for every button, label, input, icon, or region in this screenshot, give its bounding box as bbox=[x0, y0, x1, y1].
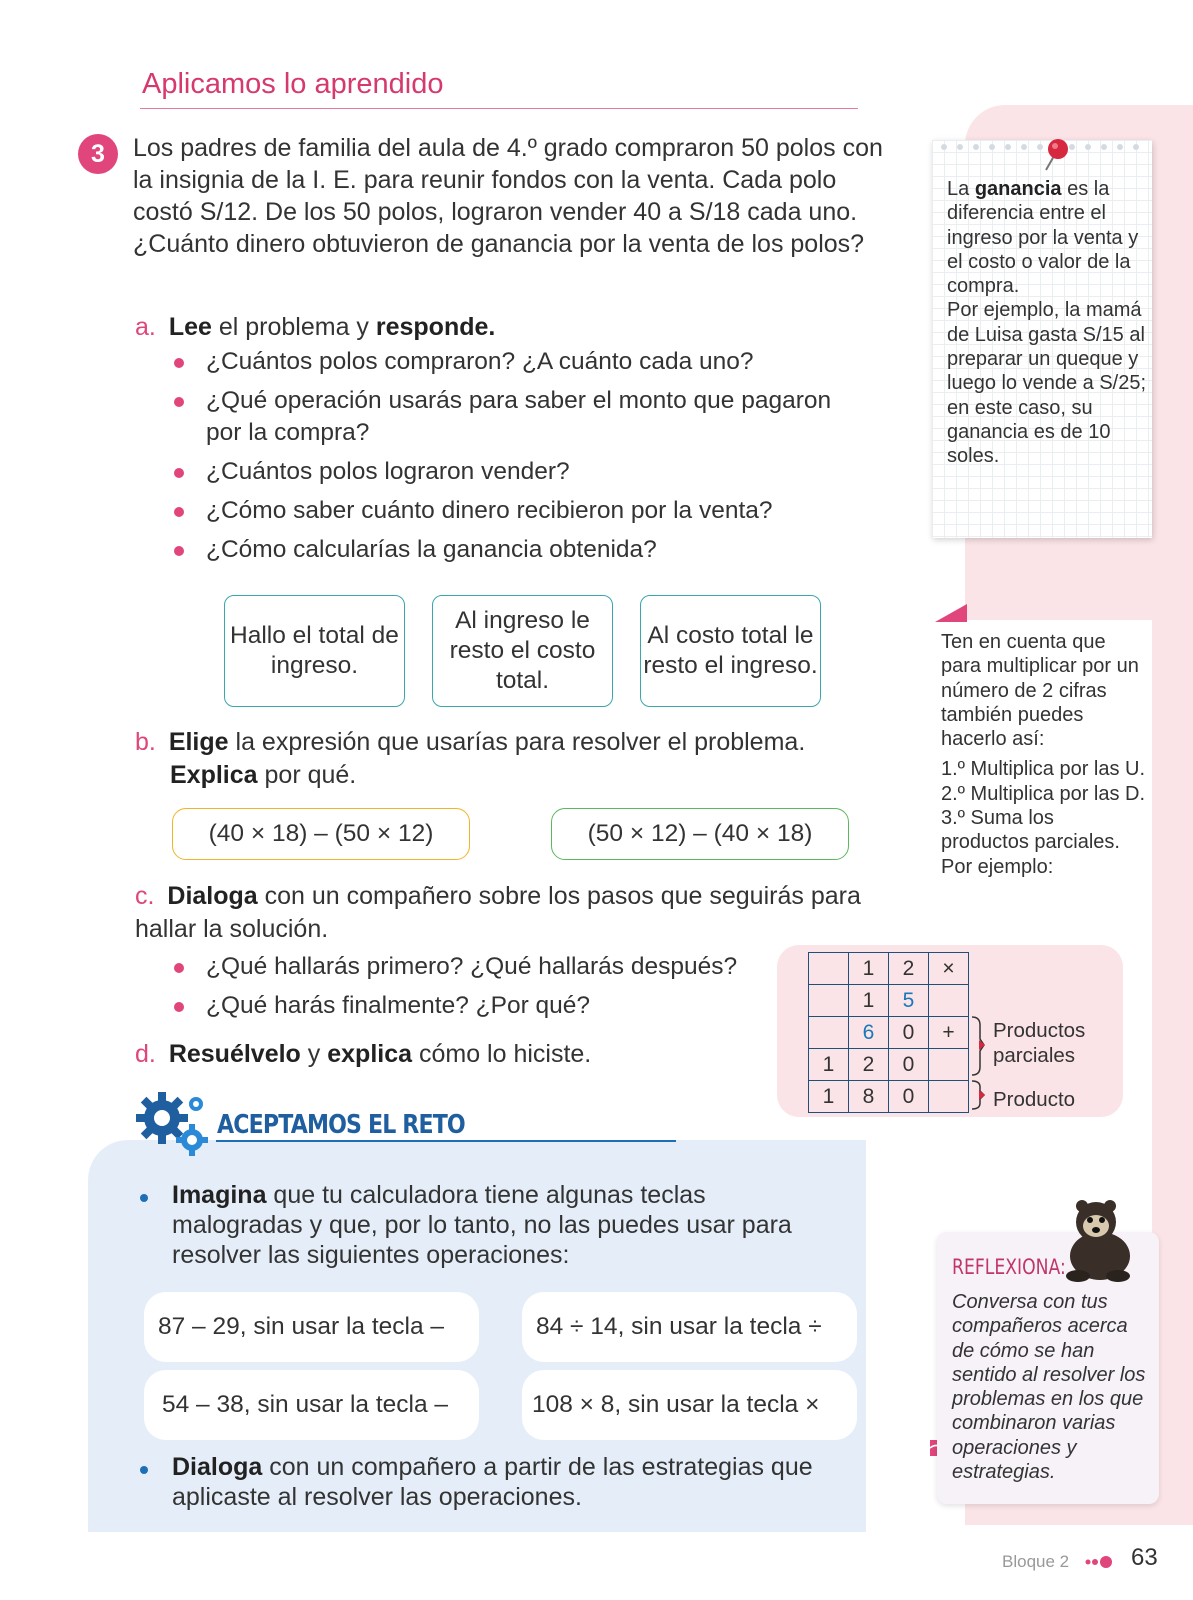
tip-intro: Ten en cuenta que para multiplicar por un número de 2 cifras también puedes hacerlo así: bbox=[941, 631, 1139, 751]
part-b-verb1: Elige bbox=[168, 728, 229, 756]
reflexiona-text: Conversa con tus compañeros acerca de cómo se han sentido al resolver los problemas en los que combinaron varias operaciones y estrategias. bbox=[952, 1291, 1146, 1484]
multiplication-grid bbox=[808, 952, 969, 1113]
reto-title: ACEPTAMOS EL RETO bbox=[217, 1110, 465, 1140]
section-divider bbox=[140, 108, 858, 109]
tip-example: Por ejemplo: bbox=[941, 855, 1054, 878]
ganancia-example: Por ejemplo, la mamá de Luisa gasta S/15 al preparar un queque y luego lo vende a S/25; en este caso, su ganancia es de 10 soles. bbox=[947, 299, 1147, 468]
bracket-icon bbox=[970, 1015, 986, 1115]
reflexiona-title: REFLEXIONA: bbox=[952, 1255, 1066, 1279]
operation-card-3: 54 – 38, sin usar la tecla – bbox=[144, 1370, 479, 1440]
multiplication-tip-text bbox=[941, 630, 1146, 879]
operation-card-2: 84 ÷ 14, sin usar la tecla ÷ bbox=[522, 1292, 857, 1362]
list-item: ¿Qué operación usarás para saber el monto que pagaron por la compra? bbox=[170, 385, 850, 449]
operation-card-1: 87 – 29, sin usar la tecla – bbox=[144, 1292, 479, 1362]
part-d-verb2: explica bbox=[327, 1040, 413, 1068]
part-a-label: a. bbox=[135, 313, 156, 341]
part-d-heading bbox=[135, 1040, 591, 1069]
part-c-heading bbox=[135, 880, 875, 946]
footer-block-label: Bloque 2 bbox=[1002, 1552, 1070, 1571]
part-b-label: b. bbox=[135, 728, 156, 756]
table-row: 1 5 bbox=[809, 985, 969, 1017]
page-number: 63 bbox=[1131, 1544, 1158, 1571]
part-b-rest1: la expresión que usarías para resolver el problema. bbox=[228, 728, 806, 756]
option-box-3: Al costo total le resto el ingreso. bbox=[640, 595, 821, 707]
part-c-questions bbox=[170, 951, 850, 1029]
list-item: ¿Cómo saber cuánto dinero recibieron por la venta? bbox=[170, 495, 850, 527]
tip-step-1: 1.º Multiplica por las U. bbox=[941, 758, 1146, 781]
part-c-rest: con un compañero sobre los pasos que seguirás para hallar la solución. bbox=[135, 882, 861, 943]
part-b-rest2: por qué. bbox=[257, 761, 357, 789]
problem-number-badge: 3 bbox=[78, 134, 118, 174]
dots-icon bbox=[1085, 1555, 1115, 1569]
bullet-icon bbox=[174, 1002, 184, 1012]
part-a-questions bbox=[170, 346, 850, 573]
part-d-rest: cómo lo hiciste. bbox=[412, 1040, 592, 1068]
bullet-icon bbox=[174, 546, 184, 556]
bullet-icon bbox=[174, 468, 184, 478]
option-box-1: Hallo el total de ingreso. bbox=[224, 595, 405, 707]
ganancia-term: ganancia bbox=[974, 178, 1062, 200]
bullet-icon bbox=[174, 963, 184, 973]
part-a-verb1: Lee bbox=[168, 313, 212, 341]
bullet-icon bbox=[140, 1194, 148, 1202]
part-d-mid: y bbox=[300, 1040, 328, 1068]
table-row: 1 2 0 bbox=[809, 1049, 969, 1081]
gears-icon bbox=[134, 1090, 214, 1158]
option-box-2: Al ingreso le resto el costo total. bbox=[432, 595, 613, 707]
reto-instruction-2 bbox=[172, 1452, 852, 1512]
section-title: Aplicamos lo aprendido bbox=[142, 68, 444, 100]
part-a-verb2: responde. bbox=[375, 313, 496, 341]
reto-instruction-1 bbox=[172, 1180, 832, 1270]
reto-verb-2: Dialoga bbox=[172, 1453, 263, 1481]
bullet-icon bbox=[140, 1466, 148, 1474]
list-item: ¿Cuántos polos compraron? ¿A cuánto cada uno? bbox=[170, 346, 850, 378]
product-label: Producto bbox=[993, 1088, 1076, 1111]
table-row: 1 2 × bbox=[809, 953, 969, 985]
reto-title-underline bbox=[216, 1140, 676, 1142]
table-row: 6 0 + bbox=[809, 1017, 969, 1049]
bullet-icon bbox=[174, 358, 184, 368]
part-d-label: d. bbox=[135, 1040, 156, 1068]
list-item: ¿Qué hallarás primero? ¿Qué hallarás después? bbox=[170, 951, 850, 983]
list-item: ¿Cómo calcularías la ganancia obtenida? bbox=[170, 534, 850, 566]
partial-products-label: Productos parciales bbox=[993, 1019, 1086, 1067]
pushpin-icon bbox=[1036, 136, 1070, 176]
operation-card-4: 108 × 8, sin usar la tecla × bbox=[522, 1370, 857, 1440]
list-item: ¿Cuántos polos lograron vender? bbox=[170, 456, 850, 488]
list-item: ¿Qué harás finalmente? ¿Por qué? bbox=[170, 990, 850, 1022]
part-b-heading bbox=[135, 726, 875, 792]
bullet-icon bbox=[174, 507, 184, 517]
bullet-icon bbox=[174, 397, 184, 407]
part-a-mid: el problema y bbox=[211, 313, 376, 341]
corner-tab-icon bbox=[935, 604, 967, 622]
tip-step-2: 2.º Multiplica por las D. bbox=[941, 782, 1146, 805]
table-row: 1 8 0 bbox=[809, 1081, 969, 1113]
problem-statement: Los padres de familia del aula de 4.º grado compraron 50 polos con la insignia de la I. E. para reunir fondos con la venta. Cada polo costó S/12. De los 50 polos, lograron vender 40 a S/18 cada uno. ¿Cuánto dinero obtuvieron de ganancia por la venta de los polos? bbox=[133, 134, 883, 258]
expression-option-1: (40 × 18) – (50 × 12) bbox=[172, 808, 470, 860]
expression-option-2: (50 × 12) – (40 × 18) bbox=[551, 808, 849, 860]
part-d-verb1: Resuélvelo bbox=[168, 1040, 301, 1068]
tip-step-3: 3.º Suma los productos parciales. bbox=[941, 807, 1120, 854]
part-c-verb: Dialoga bbox=[167, 882, 258, 910]
ganancia-note-text: La ganancia es la diferencia entre el ingreso por la venta y el costo o valor de la compra. Por ejemplo, la mamá de Luisa gasta S/15 al preparar un queque y luego lo vende a S/25; en este caso, su ganancia es de 10 soles. bbox=[947, 178, 1147, 468]
reto-verb-1: Imagina bbox=[172, 1181, 267, 1209]
reto-rest-1: que tu calculadora tiene algunas teclas malogradas y que, por lo tanto, no las puedes usar para resolver las siguientes operaciones: bbox=[172, 1181, 792, 1269]
part-b-verb2: Explica bbox=[170, 761, 258, 789]
reto-rest-2: con un compañero a partir de las estrategias que aplicaste al resolver las operaciones. bbox=[172, 1453, 813, 1511]
part-a-heading bbox=[135, 313, 495, 342]
part-c-label: c. bbox=[135, 882, 155, 910]
